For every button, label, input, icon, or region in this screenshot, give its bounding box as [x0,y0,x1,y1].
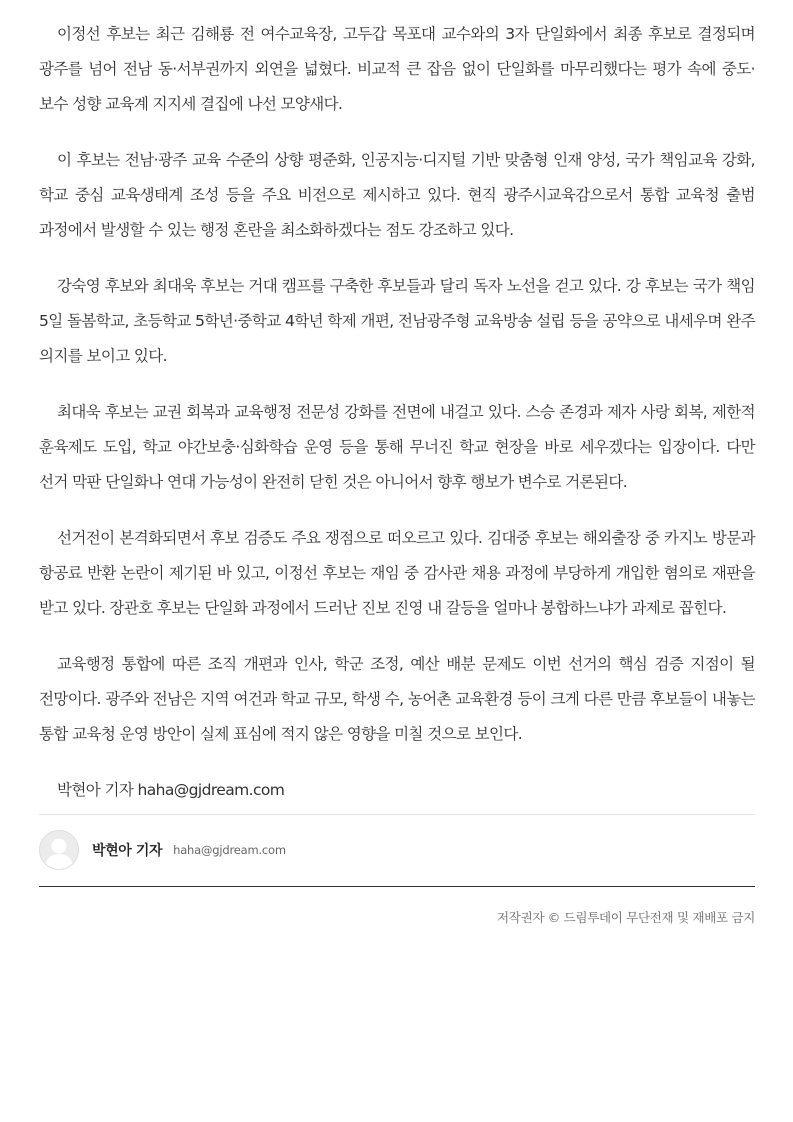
article-paragraph: 이 후보는 전남·광주 교육 수준의 상향 평준화, 인공지능·디지털 기반 맞춤형 인재 양성, 국가 책임교육 강화, 학교 중심 교육생태계 조성 등을 주요 비전으로 제시하고 있다. 현직 광주시교육감으로서 통합 교육청 출범 과정에서 발생할 수 있는 행정 혼란을 최소화하겠다는 점도 강조하고 있다. [39,151,755,239]
article-paragraph: 선거전이 본격화되면서 후보 검증도 주요 쟁점으로 떠오르고 있다. 김대중 후보는 해외출장 중 카지노 방문과 항공료 반환 논란이 제기된 바 있고, 이정선 후보는 재임 중 감사관 채용 과정에 부당하게 개입한 혐의로 재판을 받고 있다. 장관호 후보는 단일화 과정에서 드러난 진보 진영 내 갈등을 얼마나 봉합하느냐가 과제로 꼽힌다. [39,529,755,617]
article-paragraph: 이정선 후보는 최근 김해룡 전 여수교육장, 고두갑 목포대 교수와의 3자 단일화에서 최종 후보로 결정되며 광주를 넘어 전남 동·서부권까지 외연을 넓혔다. 비교적 큰 잡음 없이 단일화를 마무리했다는 평가 속에 중도·보수 성향 교육계 지지세 결집에 나선 모양새다. [39,25,755,113]
copyright-notice: 저작권자 © 드림투데이 무단전재 및 재배포 금지 [497,910,755,925]
reporter-divider-bottom [39,886,755,887]
reporter-box [39,829,755,871]
article-body [39,17,755,808]
article-byline: 박현아 기자 haha@gjdream.com [57,781,285,799]
reporter-name-link[interactable]: 박현아 기자 [92,843,163,859]
reporter-avatar[interactable] [39,830,79,870]
user-silhouette-icon [40,831,78,869]
reporter-email[interactable]: haha@gjdream.com [173,843,286,857]
article-paragraph: 교육행정 통합에 따른 조직 개편과 인사, 학군 조정, 예산 배분 문제도 이번 선거의 핵심 검증 지점이 될 전망이다. 광주와 전남은 지역 여건과 학교 규모, 학생 수, 농어촌 교육환경 등이 크게 다른 만큼 후보들이 내놓는 통합 교육청 운영 방안이 실제 표심에 적지 않은 영향을 미칠 것으로 보인다. [39,655,755,743]
reporter-divider-top [39,814,755,815]
article-paragraph: 강숙영 후보와 최대욱 후보는 거대 캠프를 구축한 후보들과 달리 독자 노선을 걷고 있다. 강 후보는 국가 책임 5일 돌봄학교, 초등학교 5학년·중학교 4학년 학제 개편, 전남광주형 교육방송 설립 등을 공약으로 내세우며 완주 의지를 보이고 있다. [39,277,755,365]
article-paragraph: 최대욱 후보는 교권 회복과 교육행정 전문성 강화를 전면에 내걸고 있다. 스승 존경과 제자 사랑 회복, 제한적 훈육제도 도입, 학교 야간보충·심화학습 운영 등을 통해 무너진 학교 현장을 바로 세우겠다는 입장이다. 다만 선거 막판 단일화나 연대 가능성이 완전히 닫힌 것은 아니어서 향후 행보가 변수로 거론된다. [39,403,755,491]
